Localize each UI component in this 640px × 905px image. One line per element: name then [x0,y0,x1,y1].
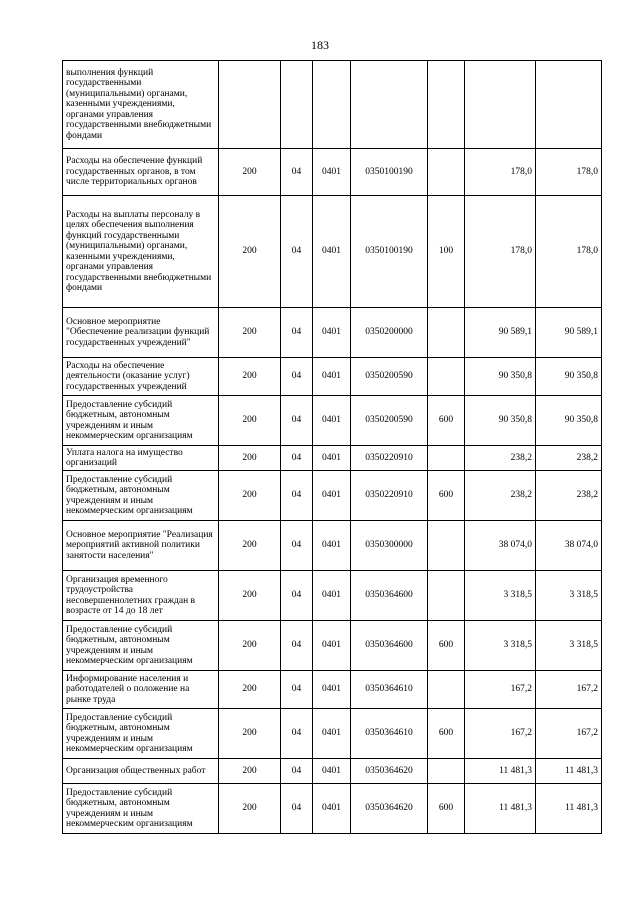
amount-1: 178,0 [465,196,536,308]
subsection-code [313,61,351,149]
expense-type-code [428,61,465,149]
admin-code: 200 [219,446,281,471]
section-code: 04 [281,446,313,471]
subsection-code: 0401 [313,709,351,759]
amount-2: 238,2 [536,446,602,471]
target-article-code: 0350220910 [351,446,428,471]
subsection-code: 0401 [313,149,351,196]
admin-code: 200 [219,358,281,396]
expense-type-code [428,149,465,196]
row-name: Организация временного трудоустройства несовершеннолетних граждан в возрасте от 14 до 18 лет [63,571,219,621]
amount-1: 238,2 [465,446,536,471]
section-code: 04 [281,396,313,446]
target-article-code: 0350200590 [351,396,428,446]
section-code: 04 [281,308,313,358]
row-name: Расходы на обеспечение деятельности (оказание услуг) государственных учреждений [63,358,219,396]
amount-2: 178,0 [536,149,602,196]
section-code: 04 [281,759,313,784]
expense-type-code: 600 [428,471,465,521]
amount-1: 3 318,5 [465,571,536,621]
section-code: 04 [281,571,313,621]
subsection-code: 0401 [313,671,351,709]
admin-code: 200 [219,308,281,358]
table-row [63,358,602,396]
admin-code [219,61,281,149]
expense-type-code [428,759,465,784]
expense-type-code: 600 [428,621,465,671]
table-row [63,196,602,308]
amount-1: 90 350,8 [465,396,536,446]
amount-2: 167,2 [536,709,602,759]
row-name: Предоставление субсидий бюджетным, автономным учреждениям и иным некоммерческим организациям [63,471,219,521]
admin-code: 200 [219,521,281,571]
subsection-code: 0401 [313,308,351,358]
row-name: Основное мероприятие "Обеспечение реализации функций государственных учреждений" [63,308,219,358]
subsection-code: 0401 [313,621,351,671]
admin-code: 200 [219,396,281,446]
admin-code: 200 [219,784,281,834]
subsection-code: 0401 [313,521,351,571]
expense-type-code: 600 [428,396,465,446]
expense-type-code [428,358,465,396]
section-code: 04 [281,521,313,571]
target-article-code [351,61,428,149]
amount-2: 11 481,3 [536,759,602,784]
row-name: Организация общественных работ [63,759,219,784]
row-name: Предоставление субсидий бюджетным, автономным учреждениям и иным некоммерческим организациям [63,621,219,671]
row-name: Уплата налога на имущество организаций [63,446,219,471]
subsection-code: 0401 [313,396,351,446]
row-name: выполнения функций государственными (муниципальными) органами, казенными учреждениями, органами управления государственными внебюджетными фондами [63,61,219,149]
amount-1: 11 481,3 [465,759,536,784]
table-row [63,149,602,196]
target-article-code: 0350364620 [351,759,428,784]
expense-type-code [428,671,465,709]
row-name: Предоставление субсидий бюджетным, автономным учреждениям и иным некоммерческим организациям [63,709,219,759]
amount-1 [465,61,536,149]
amount-1: 90 589,1 [465,308,536,358]
subsection-code: 0401 [313,446,351,471]
subsection-code: 0401 [313,571,351,621]
row-name: Основное мероприятие "Реализация мероприятий активной политики занятости населения" [63,521,219,571]
target-article-code: 0350364600 [351,571,428,621]
admin-code: 200 [219,671,281,709]
amount-1: 238,2 [465,471,536,521]
table-row [63,621,602,671]
target-article-code: 0350200590 [351,358,428,396]
table-row [63,784,602,834]
expense-type-code [428,571,465,621]
expense-type-code [428,308,465,358]
amount-1: 90 350,8 [465,358,536,396]
section-code: 04 [281,621,313,671]
admin-code: 200 [219,196,281,308]
section-code: 04 [281,196,313,308]
amount-2: 3 318,5 [536,571,602,621]
admin-code: 200 [219,759,281,784]
amount-2: 90 350,8 [536,358,602,396]
table-row [63,571,602,621]
page-number: 183 [311,38,329,52]
admin-code: 200 [219,571,281,621]
table-row [63,521,602,571]
amount-1: 167,2 [465,671,536,709]
amount-2: 167,2 [536,671,602,709]
amount-2: 238,2 [536,471,602,521]
admin-code: 200 [219,471,281,521]
amount-2: 3 318,5 [536,621,602,671]
row-name: Предоставление субсидий бюджетным, автономным учреждениям и иным некоммерческим организациям [63,784,219,834]
expense-type-code: 100 [428,196,465,308]
target-article-code: 0350100190 [351,196,428,308]
amount-1: 38 074,0 [465,521,536,571]
section-code: 04 [281,784,313,834]
section-code: 04 [281,671,313,709]
admin-code: 200 [219,149,281,196]
amount-2: 90 589,1 [536,308,602,358]
table-row [63,396,602,446]
expense-type-code [428,446,465,471]
budget-table [62,60,602,834]
admin-code: 200 [219,709,281,759]
amount-2: 11 481,3 [536,784,602,834]
subsection-code: 0401 [313,196,351,308]
row-name: Предоставление субсидий бюджетным, автономным учреждениям и иным некоммерческим организациям [63,396,219,446]
target-article-code: 0350364610 [351,709,428,759]
subsection-code: 0401 [313,358,351,396]
target-article-code: 0350364600 [351,621,428,671]
amount-2: 178,0 [536,196,602,308]
amount-2: 38 074,0 [536,521,602,571]
table-row [63,61,602,149]
section-code: 04 [281,358,313,396]
expense-type-code [428,521,465,571]
section-code [281,61,313,149]
target-article-code: 0350220910 [351,471,428,521]
target-article-code: 0350300000 [351,521,428,571]
amount-1: 167,2 [465,709,536,759]
expense-type-code: 600 [428,784,465,834]
amount-2: 90 350,8 [536,396,602,446]
target-article-code: 0350100190 [351,149,428,196]
section-code: 04 [281,471,313,521]
subsection-code: 0401 [313,759,351,784]
table-row [63,308,602,358]
admin-code: 200 [219,621,281,671]
target-article-code: 0350364620 [351,784,428,834]
target-article-code: 0350200000 [351,308,428,358]
row-name: Расходы на выплаты персоналу в целях обеспечения выполнения функций государственными (муниципальными) органами, казенными учреждениями, органами управления государственными внебюджетными фондами [63,196,219,308]
table-row [63,471,602,521]
table-row [63,759,602,784]
amount-1: 178,0 [465,149,536,196]
expense-type-code: 600 [428,709,465,759]
row-name: Информирование населения и работодателей о положение на рынке труда [63,671,219,709]
table-row [63,671,602,709]
subsection-code: 0401 [313,784,351,834]
amount-1: 3 318,5 [465,621,536,671]
section-code: 04 [281,149,313,196]
section-code: 04 [281,709,313,759]
subsection-code: 0401 [313,471,351,521]
row-name: Расходы на обеспечение функций государственных органов, в том числе территориальных органов [63,149,219,196]
table-row [63,446,602,471]
amount-2 [536,61,602,149]
table-row [63,709,602,759]
amount-1: 11 481,3 [465,784,536,834]
target-article-code: 0350364610 [351,671,428,709]
